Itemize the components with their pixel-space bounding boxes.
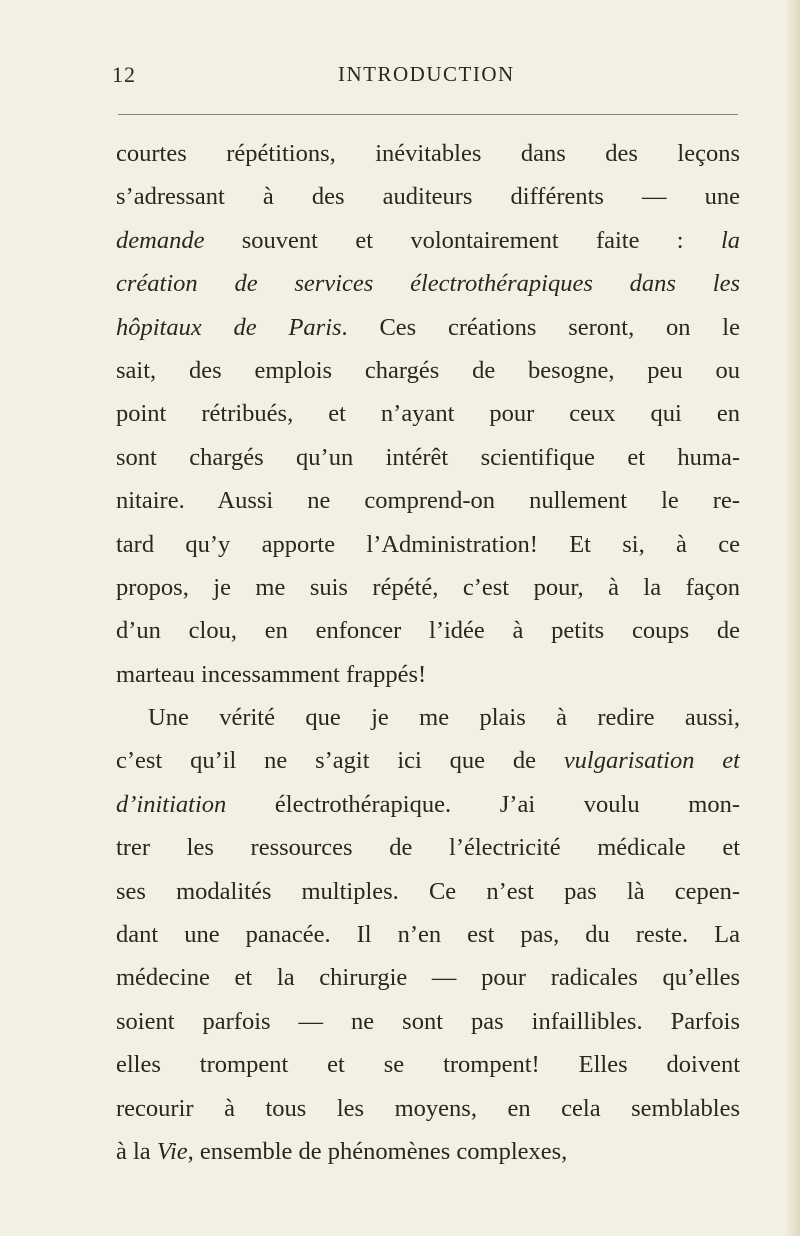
page-number: 12 bbox=[112, 62, 136, 87]
text-line bbox=[116, 826, 740, 869]
header-rule bbox=[118, 114, 738, 115]
text-segment: . Ces créations seront, on le bbox=[341, 313, 740, 341]
text-segment: d’un clou, en enfoncer l’idée à petits coups de bbox=[116, 617, 740, 645]
italic-segment: hôpitaux de Paris bbox=[116, 313, 342, 341]
text-segment: trer les ressources de l’électricité médicale et bbox=[116, 834, 740, 862]
running-head: INTRODUCTION bbox=[338, 62, 515, 86]
text-line bbox=[116, 1043, 740, 1086]
text-segment: ses modalités multiples. Ce n’est pas là cepen- bbox=[116, 877, 740, 905]
text-segment: elles trompent et se trompent! Elles doivent bbox=[116, 1051, 740, 1079]
text-line bbox=[116, 349, 740, 392]
text-segment: point rétribués, et n’ayant pour ceux qui en bbox=[116, 400, 740, 428]
page-header bbox=[0, 62, 800, 102]
text-segment: sait, des emplois chargés de besogne, peu ou bbox=[116, 356, 740, 384]
text-line bbox=[116, 132, 740, 175]
text-segment: souvent et volontairement faite : bbox=[204, 226, 721, 254]
text-line bbox=[116, 566, 740, 609]
text-segment: nitaire. Aussi ne comprend-on nullement le re- bbox=[116, 487, 740, 515]
text-segment: marteau incessamment frappés! bbox=[116, 660, 427, 688]
text-segment: , ensemble de phénomènes complexes, bbox=[187, 1137, 568, 1165]
text-line bbox=[116, 783, 740, 826]
italic-segment: vulgarisation et bbox=[563, 747, 740, 775]
text-line bbox=[116, 175, 740, 218]
italic-segment: Vie bbox=[156, 1137, 188, 1165]
text-segment: électrothérapique. J’ai voulu mon- bbox=[226, 790, 740, 818]
text-line bbox=[116, 479, 740, 522]
italic-segment: création de services électrothérapiques dans les bbox=[116, 270, 740, 298]
text-line bbox=[116, 870, 740, 913]
italic-segment: demande bbox=[116, 226, 205, 254]
text-line bbox=[116, 653, 740, 696]
text-segment: courtes répétitions, inévitables dans des leçons bbox=[116, 140, 740, 167]
italic-segment: la bbox=[720, 226, 740, 254]
text-line bbox=[116, 1087, 740, 1130]
text-segment: à la bbox=[116, 1137, 157, 1165]
text-line bbox=[116, 392, 740, 435]
text-segment: propos, je me suis répété, c’est pour, à la façon bbox=[116, 573, 740, 601]
italic-segment: d’initiation bbox=[116, 790, 227, 818]
text-line bbox=[116, 219, 740, 262]
text-segment: tard qu’y apporte l’Administration! Et si, à ce bbox=[116, 530, 740, 558]
text-line bbox=[116, 523, 740, 566]
text-segment: sont chargés qu’un intérêt scientifique et huma- bbox=[116, 443, 740, 471]
text-line bbox=[116, 306, 740, 349]
text-line bbox=[116, 609, 740, 652]
page-edge-shadow bbox=[786, 0, 800, 1236]
text-line bbox=[116, 262, 740, 305]
text-segment: recourir à tous les moyens, en cela semblables bbox=[116, 1094, 740, 1122]
text-segment: c’est qu’il ne s’agit ici que de bbox=[116, 747, 564, 775]
text-line bbox=[116, 1130, 740, 1173]
text-segment: médecine et la chirurgie — pour radicales qu’elles bbox=[116, 964, 740, 992]
text-line bbox=[116, 913, 740, 956]
text-segment: dant une panacée. Il n’en est pas, du reste. La bbox=[116, 921, 740, 949]
body-text bbox=[116, 132, 740, 1173]
text-line bbox=[116, 1000, 740, 1043]
text-line bbox=[116, 436, 740, 479]
text-line bbox=[116, 696, 740, 739]
text-line bbox=[116, 956, 740, 999]
text-line bbox=[116, 739, 740, 782]
text-segment: Une vérité que je me plais à redire aussi, bbox=[148, 704, 740, 732]
text-segment: soient parfois — ne sont pas infaillibles. Parfois bbox=[116, 1007, 740, 1035]
text-segment: s’adressant à des auditeurs différents — une bbox=[116, 183, 740, 211]
